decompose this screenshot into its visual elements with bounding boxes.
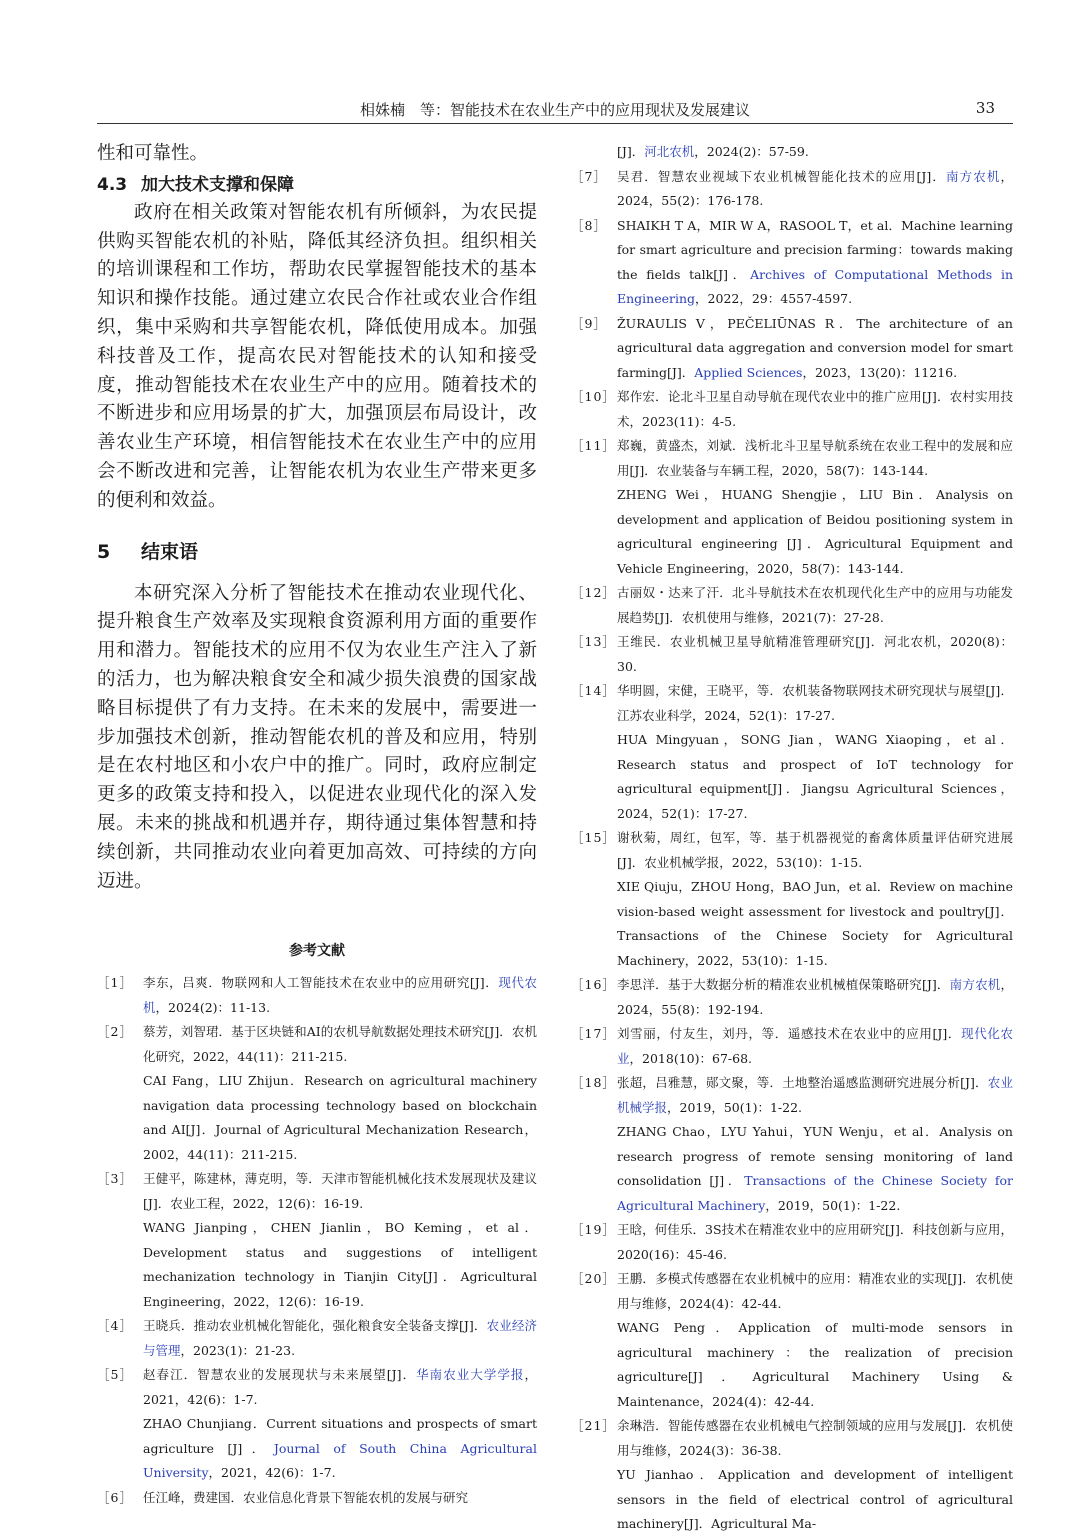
- reference-text: 王晗，何佳乐．3S技术在精准农业中的应用研究[J]．科技创新与应用，2020(16)：45-46.: [617, 1222, 1013, 1262]
- reference-entry-translation: [571, 1463, 1013, 1537]
- references-list-left: [97, 971, 537, 1510]
- reference-entry: [571, 679, 1013, 728]
- reference-entry: [571, 826, 1013, 875]
- reference-number: ［10］: [571, 389, 616, 404]
- references-title: 参考文献: [289, 943, 345, 960]
- reference-entry: [571, 1022, 1013, 1071]
- reference-entry-translation: [571, 875, 1013, 973]
- reference-number: ［1］: [97, 975, 133, 991]
- reference-details: ，2024，55(2)：176-178.: [617, 168, 1013, 208]
- reference-details: ，2019，50(1)：1-22.: [667, 1099, 802, 1115]
- reference-text: 余琳浩．智能传感器在农业机械电气控制领域的应用与发展[J]．农机使用与维修，2024(3)：36-38.: [617, 1418, 1013, 1458]
- reference-source-link[interactable]: Archives of Computational Methods in Engineering: [617, 266, 1013, 306]
- reference-text: 谢秋菊，周红，包军，等．基于机器视觉的畜禽体质量评估研究进展[J]．农业机械学报，2022，53(10)：1-15.: [617, 830, 1013, 870]
- reference-entry-translation: [571, 140, 1013, 165]
- reference-source-link[interactable]: Applied Sciences: [694, 364, 803, 380]
- reference-number: ［20］: [571, 1271, 616, 1286]
- reference-entry-translation: [571, 483, 1013, 581]
- reference-number: ［9］: [571, 315, 607, 331]
- reference-text: 王维民．农业机械卫星导航精准管理研究[J]．河北农机，2020(8)：30.: [617, 634, 1013, 674]
- reference-number: ［14］: [571, 683, 616, 698]
- reference-number: ［16］: [571, 977, 616, 992]
- reference-entry: [97, 1314, 537, 1363]
- reference-details: ，2021，42(6)：1-7.: [143, 1367, 537, 1407]
- reference-text: [J]．: [617, 144, 645, 159]
- reference-entry: [571, 312, 1013, 386]
- reference-number: ［4］: [97, 1318, 133, 1334]
- section-5-heading: [97, 537, 537, 567]
- reference-entry: [571, 1218, 1013, 1267]
- reference-source-link[interactable]: 现代农机: [143, 975, 537, 1015]
- section-number: 4.3: [97, 174, 128, 195]
- reference-source-link[interactable]: 农业机械学报: [617, 1075, 1013, 1115]
- reference-details: ，2018(10)：67-68.: [629, 1050, 752, 1066]
- reference-text: 赵春江．智慧农业的发展现状与未来展望[J]．: [143, 1367, 417, 1383]
- reference-number: ［5］: [97, 1367, 133, 1383]
- section-title: 加大技术支撑和保障: [141, 174, 294, 195]
- reference-entry: [571, 1071, 1013, 1120]
- reference-text: 张超，吕雅慧，郧文聚，等．土地整治遥感监测研究进展分析[J]．: [617, 1075, 988, 1090]
- reference-entry: [571, 434, 1013, 483]
- reference-number: ［15］: [571, 830, 616, 845]
- running-header: [97, 97, 1013, 124]
- reference-text: XIE Qiuju，ZHOU Hong，BAO Jun，et al．Review on machine vision-based weight assessment for livestock and poultry[J]．Transactions of the Chinese Society for Agricultural Machinery，2022，53(10)：1-15.: [617, 879, 1013, 968]
- reference-source-link[interactable]: 南方农机: [949, 977, 1001, 992]
- reference-text: 任江峰，费建国．农业信息化背景下智能农机的发展与研究: [143, 1489, 469, 1505]
- section-5-paragraph: 本研究深入分析了智能技术在推动农业现代化、提升粮食生产效率及实现粮食资源利用方面的重要作用和潜力。智能技术的应用不仅为农业生产注入了新的活力，也为解决粮食安全和减少损失浪费的国家战略目标提供了有力支持。在未来的发展中，需要进一步加强技术创新，推动智能农机的普及和应用，特别是在农村地区和小农户中的推广。同时，政府应制定更多的政策支持和投入，以促进农业现代化的深入发展。未来的挑战和机遇并存，期待通过集体智慧和持续创新，共同推动农业向着更加高效、可持续的方向迈进。: [97, 582, 537, 892]
- reference-text: ZHANG Chao，LYU Yahui，YUN Wenju，et al．Analysis on research progress of remote sensing monitoring of land consolidation [J]．: [617, 1124, 1013, 1188]
- reference-text: ZHAO Chunjiang．Current situations and prospects of smart agriculture [J]．: [143, 1416, 537, 1456]
- reference-text: CAI Fang，LIU Zhijun．Research on agricultural machinery navigation data processing technology based on blockchain and AI[J]．Journal of Agricultural Mechanization Research，2002，44(11)：211-215.: [143, 1073, 537, 1162]
- reference-number: ［18］: [571, 1075, 616, 1090]
- page-number: 33: [975, 99, 995, 117]
- reference-entry-translation: [571, 1316, 1013, 1414]
- reference-entry: [97, 1486, 537, 1511]
- reference-text: 郑巍，黄盛杰，刘斌．浅析北斗卫星导航系统在农业工程中的发展和应用[J]．农业装备与车辆工程，2020，58(7)：143-144.: [617, 438, 1013, 478]
- reference-number: ［19］: [571, 1222, 616, 1237]
- reference-entry: [571, 581, 1013, 630]
- reference-details: ，2021，42(6)：1-7.: [208, 1465, 336, 1481]
- reference-entry: [571, 1414, 1013, 1463]
- reference-entry-translation: [571, 728, 1013, 826]
- reference-number: ［17］: [571, 1026, 616, 1041]
- reference-entry: [571, 165, 1013, 214]
- right-column: [571, 140, 1013, 1537]
- reference-text: 蔡芳，刘智珺．基于区块链和AI的农机导航数据处理技术研究[J]．农机化研究，2022，44(11)：211-215.: [143, 1024, 537, 1064]
- reference-text: ŽURAULIS V，PEČELIŪNAS R．The architecture of an agricultural data aggregation and conversion model for smart farming[J]．: [617, 315, 1013, 380]
- reference-details: ，2024，55(8)：192-194.: [617, 977, 1013, 1017]
- reference-text: WANG Jianping，CHEN Jianlin，BO Keming，et al．Development status and suggestions of intelligent mechanization technology in Tianjin City[J]．Agricultural Engineering，2022，12(6)：16-19.: [143, 1220, 537, 1309]
- reference-number: ［12］: [571, 585, 616, 600]
- reference-number: ［3］: [97, 1171, 133, 1187]
- reference-number: ［6］: [97, 1489, 133, 1505]
- references-list-right: [571, 140, 1013, 1537]
- reference-text: YU Jianhao．Application and development of intelligent sensors in the field of electrical control of agricultural machinery[J]．Agricultural Ma-: [617, 1467, 1013, 1531]
- reference-entry: [97, 1363, 537, 1412]
- reference-text: 王健平，陈建林，薄克明，等．天津市智能机械化技术发展现状及建议[J]．农业工程，2022，12(6)：16-19.: [143, 1171, 537, 1211]
- reference-entry-translation: [97, 1216, 537, 1314]
- reference-entry: [97, 1167, 537, 1216]
- reference-text: 李东，吕爽．物联网和人工智能技术在农业中的应用研究[J]．: [143, 975, 499, 991]
- reference-text: 王鹏．多模式传感器在农业机械中的应用：精准农业的实现[J]．农机使用与维修，2024(4)：42-44.: [617, 1271, 1013, 1311]
- reference-details: ，2024(2)：11-13.: [155, 999, 271, 1015]
- left-column: [97, 140, 537, 1510]
- reference-details: ，2024(2)：57-59.: [694, 144, 809, 159]
- section-title: 结束语: [141, 540, 199, 563]
- reference-entry: [571, 1267, 1013, 1316]
- reference-source-link[interactable]: Transactions of the Chinese Society for Agricultural Machinery: [617, 1173, 1013, 1213]
- reference-entry: [97, 1020, 537, 1069]
- reference-text: 华明圆，宋健，王晓平，等．农机装备物联网技术研究现状与展望[J]．江苏农业科学，2024，52(1)：17-27.: [617, 683, 1013, 723]
- running-title: 相姝楠 等：智能技术在农业生产中的应用现状及发展建议: [359, 101, 750, 119]
- reference-source-link[interactable]: 农业经济与管理: [143, 1318, 537, 1358]
- reference-details: ，2023，13(20)：11216.: [802, 364, 958, 380]
- reference-entry: [97, 971, 537, 1020]
- reference-number: ［13］: [571, 634, 616, 649]
- reference-entry: [571, 385, 1013, 434]
- reference-number: ［21］: [571, 1418, 616, 1433]
- reference-source-link[interactable]: Journal of South China Agricultural University: [143, 1440, 537, 1481]
- reference-text: 刘雪丽，付友生，刘丹，等．遥感技术在农业中的应用[J]．: [617, 1026, 962, 1041]
- reference-text: 王晓兵．推动农业机械化智能化，强化粮食安全装备支撑[J]．: [143, 1318, 487, 1334]
- reference-text: ZHENG Wei，HUANG Shengjie，LIU Bin．Analysis on development and application of Beidou positioning system in agricultural engineering [J]．Agricultural Equipment and Vehicle Engineering，2020，58(7)：143-144.: [617, 487, 1013, 576]
- reference-entry: [571, 630, 1013, 679]
- reference-number: ［11］: [571, 438, 616, 453]
- reference-entry-translation: [571, 1120, 1013, 1218]
- reference-source-link[interactable]: 河北农机: [644, 144, 695, 159]
- reference-number: ［8］: [571, 217, 607, 233]
- reference-text: 李思洋．基于大数据分析的精准农业机械植保策略研究[J]．: [617, 977, 950, 992]
- reference-entry: [571, 973, 1013, 1022]
- reference-details: ，2022，29：4557-4597.: [695, 291, 853, 306]
- reference-number: ［2］: [97, 1024, 133, 1040]
- reference-text: WANG Peng．Application of multi-mode sensors in agricultural machinery：the realization of precision agriculture[J]．Agricultural Machinery Using & Maintenance，2024(4)：42-44.: [617, 1320, 1013, 1409]
- reference-number: ［7］: [571, 168, 607, 184]
- carryover-text: 性和可靠性。: [97, 143, 209, 164]
- reference-entry-translation: [97, 1412, 537, 1486]
- reference-source-link[interactable]: 华南农业大学学报: [416, 1367, 525, 1383]
- section-number: 5: [97, 540, 111, 563]
- reference-entry: [571, 214, 1013, 312]
- reference-text: 古丽奴・达来了汗．北斗导航技术在农机现代化生产中的应用与功能发展趋势[J]．农机使用与维修，2021(7)：27-28.: [617, 585, 1013, 625]
- reference-details: ，2023(1)：21-23.: [180, 1342, 296, 1358]
- reference-text: 吴君．智慧农业视域下农业机械智能化技术的应用[J]．: [617, 168, 947, 184]
- reference-text: 郑作宏．论北斗卫星自动导航在现代农业中的推广应用[J]．农村实用技术，2023(11)：4-5.: [617, 389, 1013, 429]
- reference-text: SHAIKH T A，MIR W A，RASOOL T，et al．Machine learning for smart agriculture and precision farming：towards making the fields talk[J]．: [617, 217, 1013, 282]
- section-4-3-paragraph: 政府在相关政策对智能农机有所倾斜，为农民提供购买智能农机的补贴，降低其经济负担。组织相关的培训课程和工作坊，帮助农民掌握智能技术的基本知识和操作技能。通过建立农民合作社或农业合作组织，集中采购和共享智能农机，降低使用成本。加强科技普及工作，提高农民对智能技术的认知和接受度，推动智能技术在农业生产中的应用。随着技术的不断进步和应用场景的扩大，加强顶层布局设计，改善农业生产环境，相信智能技术在农业生产中的应用会不断改进和完善，让智能农机为农业生产带来更多的便利和效益。: [97, 201, 537, 511]
- reference-details: ，2019，50(1)：1-22.: [765, 1197, 901, 1213]
- reference-source-link[interactable]: 现代化农业: [617, 1026, 1013, 1066]
- reference-source-link[interactable]: 南方农机: [946, 168, 1001, 184]
- section-4-3-heading: [97, 171, 537, 199]
- reference-text: HUA Mingyuan，SONG Jian，WANG Xiaoping，et al．Research status and prospect of IoT technology for agricultural equipment[J]．Jiangsu Agricultural Sciences，2024，52(1)：17-27.: [617, 732, 1013, 821]
- reference-entry-translation: [97, 1069, 537, 1167]
